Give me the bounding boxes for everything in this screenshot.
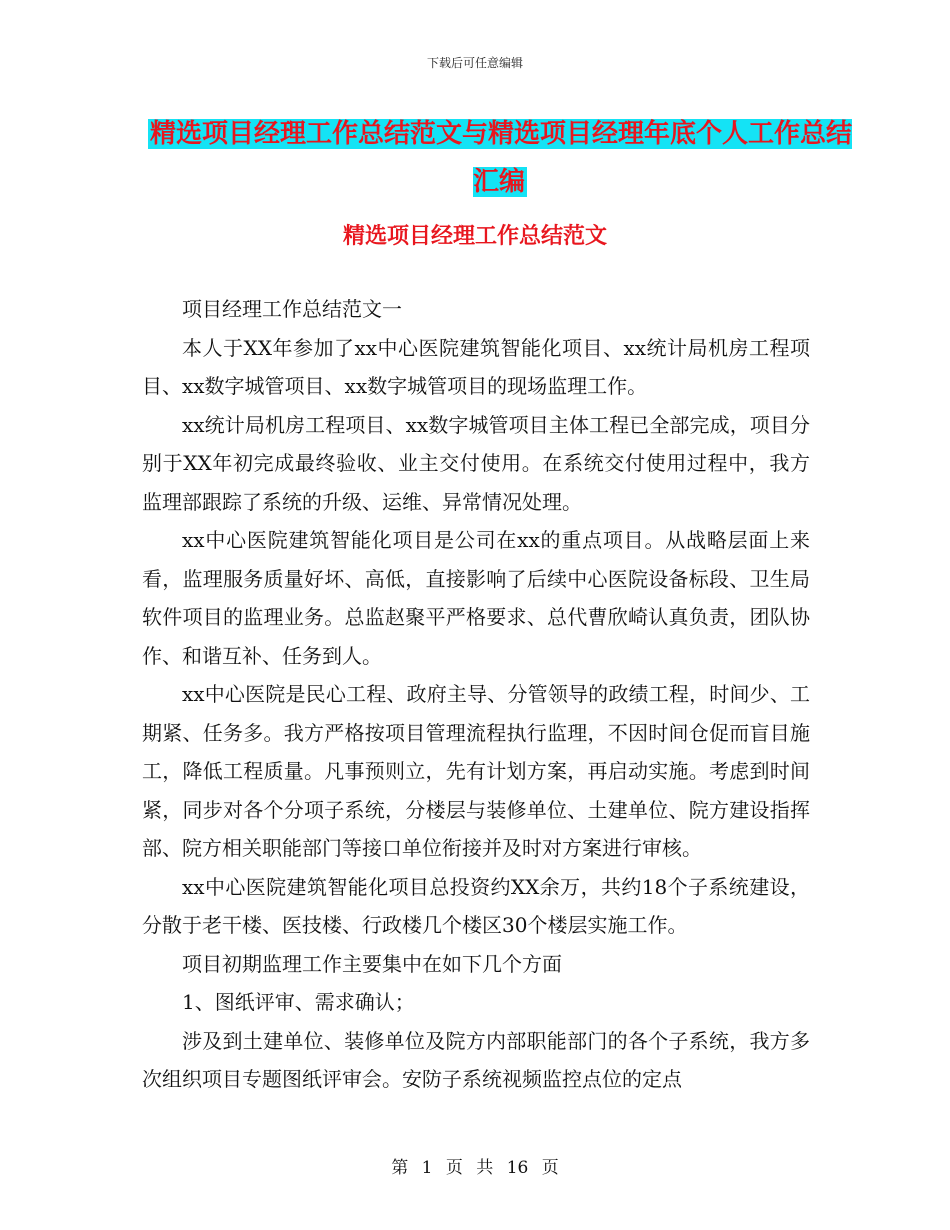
paragraph-subtitle: 项目经理工作总结范文一	[182, 297, 402, 321]
paragraph: xx统计局机房工程项目、xx数字城管项目主体工程已全部完成，项目分别于XX年初完成最终验收、业主交付使用。在系统交付使用过程中，我方监理部跟踪了系统的升级、运维、异常情况处理。	[142, 412, 810, 514]
page-footer	[0, 1153, 950, 1178]
document-title	[140, 110, 860, 206]
footer-label-ye: 页	[445, 1158, 463, 1178]
paragraph: 涉及到土建单位、装修单位及院方内部职能部门的各个子系统，我方多次组织项目专题图纸评审会。安防子系统视频监控点位的定点	[142, 1028, 810, 1091]
footer-total-pages: 16	[506, 1158, 529, 1178]
paragraph: 本人于XX年参加了xx中心医院建筑智能化项目、xx统计局机房工程项目、xx数字城管项目、xx数字城管项目的现场监理工作。	[142, 335, 810, 398]
paragraph: xx中心医院是民心工程、政府主导、分管领导的政绩工程，时间少、工期紧、任务多。我方严格按项目管理流程执行监理，不因时间仓促而盲目施工，降低工程质量。凡事预则立，先有计划方案，再启动实施。考虑到时间紧，同步对各个分项子系统，分楼层与装修单位、土建单位、院方建设指挥部、院方相关职能部门等接口单位衔接并及时对方案进行审核。	[142, 682, 810, 860]
footer-label-ye2: 页	[541, 1158, 559, 1178]
document-title-text: 精选项目经理工作总结范文与精选项目经理年底个人工作总结汇编	[149, 119, 852, 197]
header-note: 下载后可任意编辑	[426, 56, 523, 70]
paragraph: xx中心医院建筑智能化项目总投资约XX余万，共约18个子系统建设，分散于老干楼、医技楼、行政楼几个楼区30个楼层实施工作。	[142, 874, 810, 937]
paragraph: 项目初期监理工作主要集中在如下几个方面	[182, 951, 562, 976]
paragraph: xx中心医院建筑智能化项目是公司在xx的重点项目。从战略层面上来看，监理服务质量好坏、高低，直接影响了后续中心医院设备标段、卫生局软件项目的监理业务。总监赵聚平严格要求、总代曹欣崎认真负责，团队协作、和谐互补、任务到人。	[142, 528, 810, 668]
footer-label-page: 第	[391, 1158, 409, 1178]
paragraph-list-item: 1、图纸评审、需求确认；	[182, 990, 415, 1014]
footer-current-page: 1	[421, 1158, 433, 1178]
document-body	[142, 290, 810, 1099]
section-title: 精选项目经理工作总结范文	[342, 223, 607, 249]
footer-label-total: 共	[476, 1158, 494, 1178]
